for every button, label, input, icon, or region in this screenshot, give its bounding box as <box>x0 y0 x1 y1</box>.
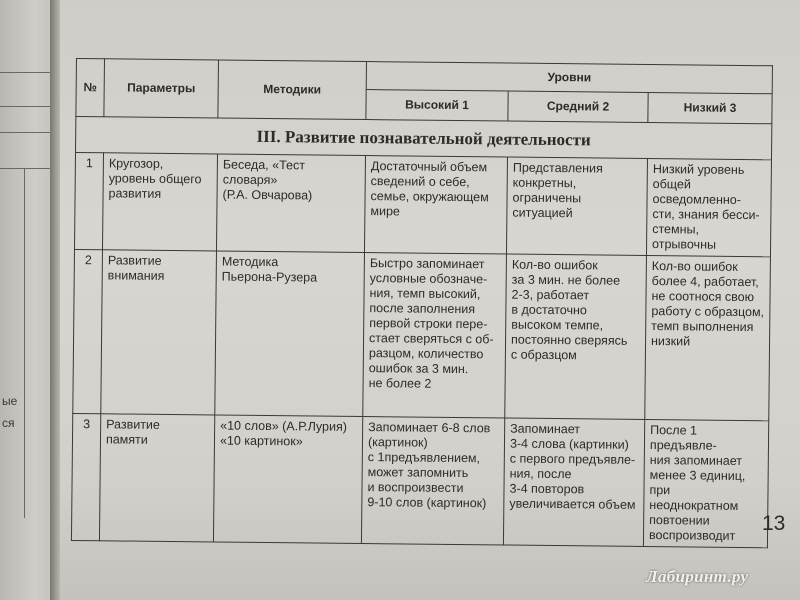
cell-line: словаря» <box>222 172 278 188</box>
cell-line: за 3 мин. не более <box>511 272 621 288</box>
cell-line: не соотнося свою <box>651 289 755 305</box>
cell-line: 2-3, работает <box>511 287 590 303</box>
cell-line: Развитие <box>107 253 162 268</box>
cell-line: После 1 предъявле- <box>649 423 717 453</box>
cell-line: воспроизводит <box>648 528 736 543</box>
header-medium: Средний 2 <box>508 91 648 122</box>
header-num: № <box>76 59 105 117</box>
cell-line: 3-4 повторов <box>509 481 585 497</box>
table-row <box>74 153 771 257</box>
cell-line: ния, после <box>509 466 572 482</box>
cell-line: общей осведомленно- <box>652 177 742 207</box>
page-number: 13 <box>762 512 786 535</box>
cell-line: сти, знания бесси- <box>652 207 760 223</box>
cell-line: с 1предъявлением, <box>367 450 481 466</box>
cell-line: повтоении <box>649 513 710 528</box>
row-num: 2 <box>73 249 103 413</box>
watermark-logo: Лабиринт.ру <box>646 567 749 586</box>
row-param <box>102 153 217 251</box>
cell-line: памяти <box>105 432 148 447</box>
cell-line: темп выполнения <box>651 319 754 335</box>
cell-line: Запоминает <box>510 421 581 437</box>
cell-line: при неоднократном <box>649 483 739 513</box>
cell-line: Низкий уровень <box>652 162 745 178</box>
cell-line: 3-4 слова (картинки) <box>509 436 629 452</box>
header-low: Низкий 3 <box>648 92 772 123</box>
cell-line: ситуацией <box>512 205 573 221</box>
row-param <box>101 250 217 415</box>
cell-line: «10 картинок» <box>219 433 303 449</box>
cell-line: и воспроизвести <box>367 480 464 496</box>
cell-line: с первого предъявле- <box>509 451 636 467</box>
methods-table <box>71 58 773 548</box>
row-medium <box>505 254 647 419</box>
cell-line: не более 2 <box>368 376 432 391</box>
row-medium <box>503 418 644 546</box>
cell-line: более 4, работает, <box>651 274 759 290</box>
cell-line: конкретны, <box>512 175 577 191</box>
cell-line: Кругозор, <box>108 156 164 171</box>
cell-line: Быстро запоминает <box>369 256 485 272</box>
row-method <box>215 251 365 417</box>
cell-line: стемны, отрывочны <box>652 222 717 252</box>
cell-line: Беседа, «Тест <box>222 157 306 173</box>
cell-line: работу с образцом, <box>651 304 765 320</box>
cell-line: ния запоминает <box>649 453 743 468</box>
cell-line: может запомнить <box>367 465 469 481</box>
cell-line: (Р.А. Овчарова) <box>222 187 313 203</box>
row-method <box>216 154 365 253</box>
cell-line: уровень общего <box>108 171 202 187</box>
row-medium <box>506 157 647 255</box>
table-row <box>73 249 771 420</box>
header-methods: Методики <box>218 60 367 120</box>
left-page-fragment: ся <box>2 416 15 430</box>
table-row <box>71 413 768 547</box>
methods-table-sheet <box>71 58 773 548</box>
cell-line: 9-10 слов (картинок) <box>367 495 487 511</box>
cell-line: семье, окружающем <box>370 189 489 205</box>
header-levels: Уровни <box>366 62 772 94</box>
cell-line: с образцом <box>510 347 577 363</box>
cell-line: Пьерона-Рузера <box>221 269 318 285</box>
row-num: 3 <box>71 413 100 540</box>
cell-line: низкий <box>650 334 691 349</box>
cell-line: внимания <box>107 268 165 283</box>
left-page-fragment: ые <box>2 394 18 408</box>
header-params: Параметры <box>104 59 219 118</box>
cell-line: ошибок за 3 мин. <box>368 361 469 377</box>
cell-line: развития <box>108 186 162 201</box>
cell-line: увеличивается объем <box>509 496 636 512</box>
cell-line: (картинок) <box>367 435 428 450</box>
cell-line: ния, темп высокий, <box>369 286 481 302</box>
row-low <box>646 158 771 256</box>
row-method <box>213 415 362 544</box>
cell-line: Достаточный объем <box>370 159 488 175</box>
row-num: 1 <box>74 153 103 250</box>
row-low <box>643 419 768 547</box>
row-low <box>645 255 771 420</box>
row-high <box>364 156 507 254</box>
cell-line: высоком темпе, <box>511 317 604 333</box>
cell-line: мире <box>370 204 400 219</box>
row-high <box>361 417 504 545</box>
cell-line: Кол-во ошибок <box>651 259 738 274</box>
cell-line: первой строки пере- <box>369 316 488 332</box>
cell-line: стает сверяться с об- <box>369 331 494 347</box>
cell-line: Представления <box>512 160 603 176</box>
cell-line: Запоминает 6-8 слов <box>368 420 491 436</box>
row-param <box>99 414 214 542</box>
cell-line: менее 3 единиц, <box>649 468 746 484</box>
cell-line: после заполнения <box>369 301 476 317</box>
cell-line: «10 слов» (А.Р.Лурия) <box>220 418 348 434</box>
header-high: Высокий 1 <box>366 90 508 121</box>
cell-line: разцом, количество <box>368 346 484 362</box>
cell-line: постоянно сверяясь <box>511 332 628 348</box>
cell-line: в достаточно <box>511 302 587 318</box>
cell-line: сведений о себе, <box>370 174 470 190</box>
book-gutter <box>50 0 60 600</box>
cell-line: ограничены <box>512 190 582 206</box>
cell-line: Развитие <box>106 417 160 432</box>
cell-line: Кол-во ошибок <box>511 257 598 273</box>
row-high <box>363 253 507 418</box>
cell-line: условные обозначе- <box>369 271 488 287</box>
section-title: III. Развитие познавательной деятельности <box>76 117 772 160</box>
cell-line: Методика <box>221 254 279 270</box>
